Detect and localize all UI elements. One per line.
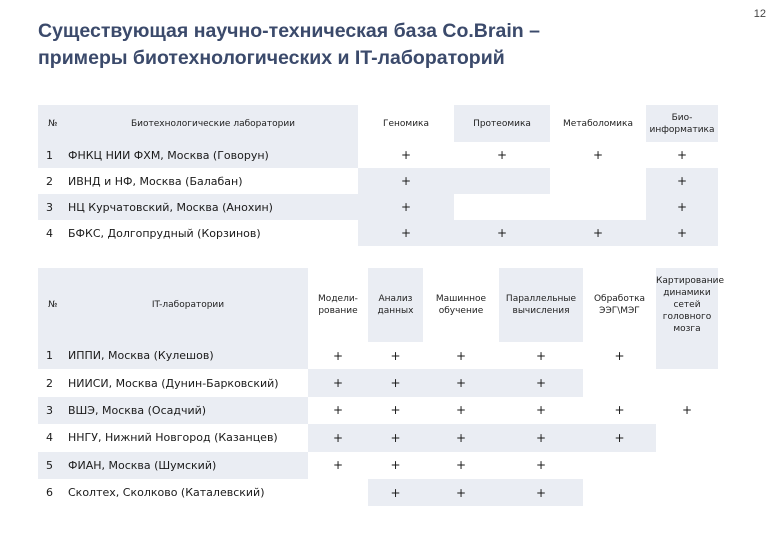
mark-cell: + xyxy=(358,220,454,246)
mark-cell: + xyxy=(646,194,718,220)
mark-cell: + xyxy=(423,424,499,451)
mark-cell: + xyxy=(583,424,656,451)
lab-name: ВШЭ, Москва (Осадчий) xyxy=(68,397,308,424)
row-number: 2 xyxy=(38,168,68,194)
mark-cell: + xyxy=(358,194,454,220)
row-number: 1 xyxy=(38,342,68,369)
header-machine-learning: Машинное обучение xyxy=(423,268,499,342)
row-number: 1 xyxy=(38,142,68,168)
mark-cell: + xyxy=(358,142,454,168)
header-eeg-meg: Обработка ЭЭГ\МЭГ xyxy=(583,268,656,342)
mark-cell xyxy=(656,424,718,451)
header-metabolomics: Метаболомика xyxy=(550,105,646,142)
mark-cell: + xyxy=(368,424,423,451)
header-data-analysis: Анализ данных xyxy=(368,268,423,342)
mark-cell xyxy=(656,369,718,396)
header-proteomics: Протеомика xyxy=(454,105,550,142)
header-genomics: Геномика xyxy=(358,105,454,142)
mark-cell: + xyxy=(423,479,499,506)
lab-name: ИППИ, Москва (Кулешов) xyxy=(68,342,308,369)
mark-cell: + xyxy=(308,397,368,424)
page-number: 12 xyxy=(753,8,766,20)
row-number: 6 xyxy=(38,479,68,506)
mark-cell xyxy=(583,479,656,506)
header-biotech-labs: Биотехнологические лаборатории xyxy=(68,105,358,142)
mark-cell: + xyxy=(499,452,583,479)
table-row xyxy=(38,342,718,369)
mark-cell xyxy=(454,194,550,220)
mark-cell xyxy=(454,168,550,194)
mark-cell: + xyxy=(368,342,423,369)
mark-cell: + xyxy=(368,452,423,479)
it-labs-table xyxy=(38,268,725,506)
table-row xyxy=(38,452,718,479)
lab-name: НЦ Курчатовский, Москва (Анохин) xyxy=(68,194,358,220)
lab-name: НИИСИ, Москва (Дунин-Барковский) xyxy=(68,369,308,396)
row-number: 4 xyxy=(38,424,68,451)
mark-cell: + xyxy=(423,369,499,396)
mark-cell: + xyxy=(499,342,583,369)
mark-cell xyxy=(583,369,656,396)
page-title xyxy=(38,18,718,72)
mark-cell: + xyxy=(358,168,454,194)
title-line-1: Существующая научно-техническая база Co.Brain – xyxy=(38,20,540,42)
lab-name: ФИАН, Москва (Шумский) xyxy=(68,452,308,479)
mark-cell xyxy=(308,479,368,506)
mark-cell: + xyxy=(499,369,583,396)
mark-cell: + xyxy=(646,142,718,168)
row-number: 2 xyxy=(38,369,68,396)
lab-name: ФНКЦ НИИ ФХМ, Москва (Говорун) xyxy=(68,142,358,168)
mark-cell xyxy=(656,479,718,506)
mark-cell: + xyxy=(646,220,718,246)
title-line-2: примеры биотехнологических и IT-лабораторий xyxy=(38,47,505,69)
mark-cell xyxy=(583,452,656,479)
mark-cell xyxy=(656,452,718,479)
row-number: 4 xyxy=(38,220,68,246)
lab-name: ИВНД и НФ, Москва (Балабан) xyxy=(68,168,358,194)
mark-cell: + xyxy=(499,397,583,424)
biotech-header-row xyxy=(38,105,718,142)
mark-cell xyxy=(550,168,646,194)
header-number: № xyxy=(38,268,68,342)
biotech-labs-table xyxy=(38,105,718,246)
mark-cell: + xyxy=(646,168,718,194)
row-number: 3 xyxy=(38,194,68,220)
table-row xyxy=(38,369,718,396)
header-it-labs: IT-лаборатории xyxy=(68,268,308,342)
lab-name: БФКС, Долгопрудный (Корзинов) xyxy=(68,220,358,246)
mark-cell: + xyxy=(656,397,718,424)
mark-cell: + xyxy=(583,397,656,424)
mark-cell: + xyxy=(308,452,368,479)
mark-cell: + xyxy=(583,342,656,369)
mark-cell: + xyxy=(423,397,499,424)
mark-cell: + xyxy=(368,479,423,506)
mark-cell: + xyxy=(308,342,368,369)
mark-cell: + xyxy=(550,142,646,168)
mark-cell xyxy=(550,194,646,220)
table-row xyxy=(38,397,718,424)
mark-cell xyxy=(656,342,718,369)
mark-cell: + xyxy=(423,452,499,479)
mark-cell: + xyxy=(454,220,550,246)
mark-cell: + xyxy=(499,424,583,451)
table-row xyxy=(38,424,718,451)
mark-cell: + xyxy=(368,369,423,396)
table-row xyxy=(38,142,718,168)
table-row xyxy=(38,479,718,506)
mark-cell: + xyxy=(308,424,368,451)
mark-cell: + xyxy=(550,220,646,246)
it-header-row xyxy=(38,268,718,342)
table-row xyxy=(38,168,718,194)
mark-cell: + xyxy=(454,142,550,168)
header-brain-mapping: Картирование динамики сетей головного мозга xyxy=(656,268,718,342)
lab-name: Сколтех, Сколково (Каталевский) xyxy=(68,479,308,506)
row-number: 3 xyxy=(38,397,68,424)
header-parallel-computing: Параллельные вычисления xyxy=(499,268,583,342)
table-row xyxy=(38,194,718,220)
mark-cell: + xyxy=(308,369,368,396)
table-row xyxy=(38,220,718,246)
lab-name: ННГУ, Нижний Новгород (Казанцев) xyxy=(68,424,308,451)
header-number: № xyxy=(38,105,68,142)
mark-cell: + xyxy=(423,342,499,369)
mark-cell: + xyxy=(499,479,583,506)
mark-cell: + xyxy=(368,397,423,424)
header-bioinformatics: Био- информатика xyxy=(646,105,718,142)
header-modeling: Модели- рование xyxy=(308,268,368,342)
row-number: 5 xyxy=(38,452,68,479)
